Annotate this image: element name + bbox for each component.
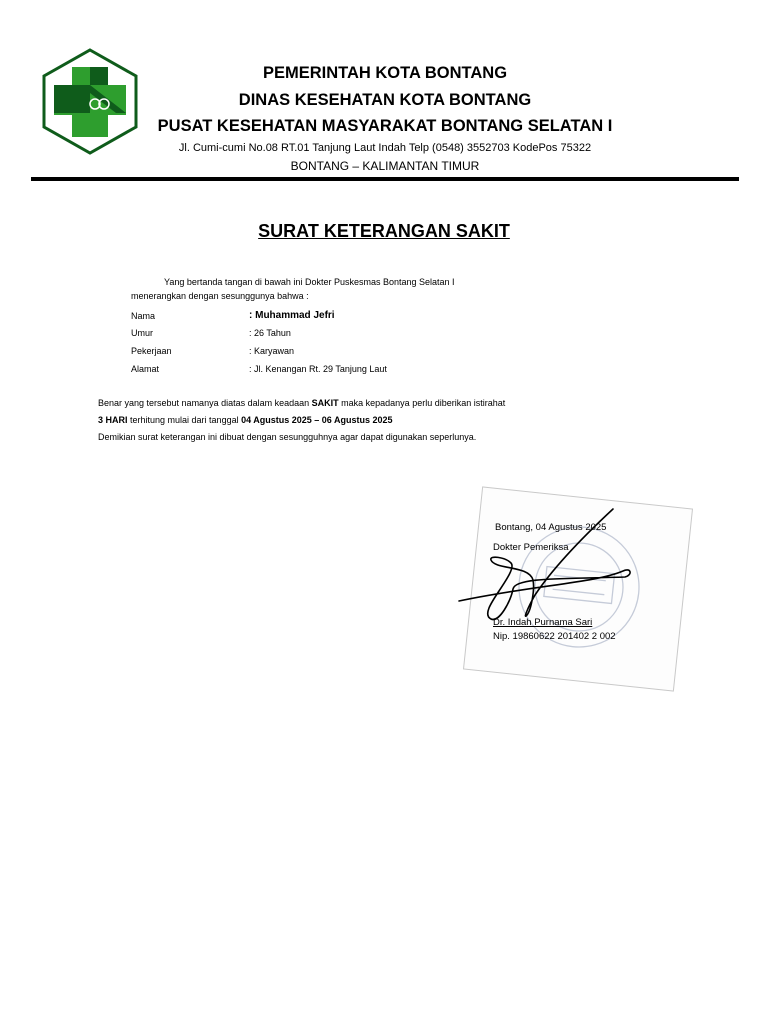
field-value-nama: : Muhammad Jefri	[249, 310, 335, 321]
statement-text: maka kepadanya perlu diberikan istirahat	[338, 398, 506, 408]
field-label-alamat: Alamat	[131, 364, 160, 374]
signature-role: Dokter Pemeriksa	[493, 542, 569, 553]
puskesmas-logo-icon	[38, 47, 142, 155]
signature-place-date: Bontang, 04 Agustus 2025	[495, 522, 607, 533]
field-value-umur: : 26 Tahun	[249, 328, 291, 338]
field-label-umur: Umur	[131, 328, 153, 338]
doctor-nip: Nip. 19860622 201402 2 002	[493, 631, 616, 642]
kop-institution: PUSAT KESEHATAN MASYARAKAT BONTANG SELATAN I	[157, 117, 613, 135]
doctor-name: Dr. Indah Purnama Sari	[493, 617, 593, 628]
statement-line-3: Demikian surat keterangan ini dibuat dengan sesungguhnya agar dapat digunakan seperlunya.	[98, 432, 477, 442]
handwritten-signature-icon	[455, 505, 645, 635]
sick-status: SAKIT	[311, 398, 339, 408]
kop-address: Jl. Cumi-cumi No.08 RT.01 Tanjung Laut Indah Telp (0548) 3552703 KodePos 75322	[178, 142, 592, 154]
statement-line-2	[98, 415, 393, 425]
statement-text: Benar yang tersebut namanya diatas dalam keadaan	[98, 398, 312, 408]
letterhead-divider	[31, 177, 739, 181]
rest-duration: 3 HARI	[98, 415, 128, 425]
field-value-alamat: : Jl. Kenangan Rt. 29 Tanjung Laut	[249, 364, 387, 374]
intro-line-1: Yang bertanda tangan di bawah ini Dokter Puskesmas Bontang Selatan I	[164, 277, 455, 287]
field-label-pekerjaan: Pekerjaan	[131, 346, 172, 356]
document-title: SURAT KETERANGAN SAKIT	[258, 221, 510, 241]
kop-department: DINAS KESEHATAN KOTA BONTANG	[238, 91, 532, 109]
rest-date-range: 04 Agustus 2025 – 06 Agustus 2025	[241, 415, 393, 425]
field-value-pekerjaan: : Karyawan	[249, 346, 295, 356]
field-label-nama: Nama	[131, 311, 156, 321]
intro-line-2: menerangkan dengan sesunggunya bahwa :	[131, 291, 309, 301]
kop-government: PEMERINTAH KOTA BONTANG	[262, 64, 508, 82]
statement-line-1	[98, 398, 505, 408]
kop-city: BONTANG – KALIMANTAN TIMUR	[290, 159, 480, 173]
statement-text: terhitung mulai dari tanggal	[127, 415, 242, 425]
